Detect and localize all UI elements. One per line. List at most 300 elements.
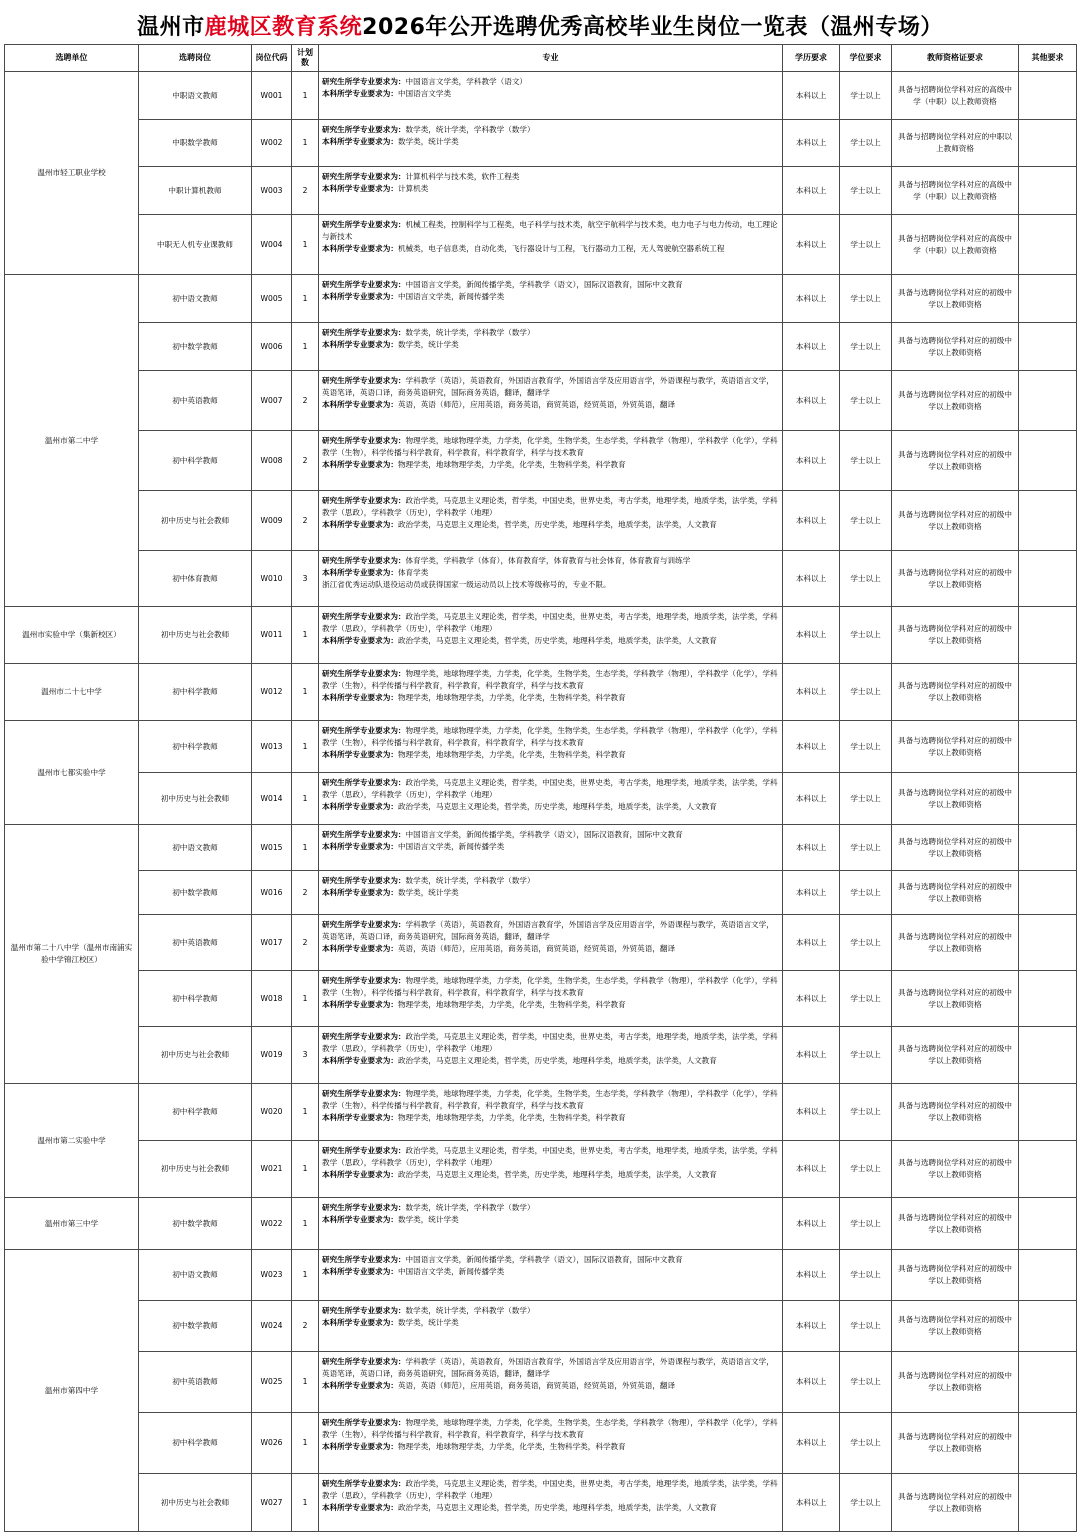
ug-majors: 物理学类，地球物理学类，力学类，化学类，生物科学类，科学教育: [397, 459, 626, 469]
ug-majors: 政治学类，马克思主义理论类，哲学类，历史学类，地理科学类，地质学类，法学类，人文教育: [397, 1169, 717, 1179]
ug-requirement: [322, 1266, 779, 1278]
grad-majors: 政治学类，马克思主义理论类，哲学类，中国史类，世界史类，考古学类，地理学类，地质学类，法学类，学科教学（思政），学科教学（历史），学科教学（地理）: [322, 612, 778, 633]
table-body: [5, 72, 1077, 1532]
education-cell: 本科以上: [783, 491, 840, 551]
grad-requirement: [322, 1305, 779, 1317]
grad-requirement: [322, 1088, 779, 1112]
plan-cell: 3: [292, 551, 319, 607]
grad-majors: 物理学类，地球物理学类，力学类，化学类，生物学类，生态学类，学科教学（物理），学科教学（化学），学科教学（生物），科学传播与科学教育，科学教育，科学教育学，科学与技术教育: [322, 726, 778, 747]
code-cell: W010: [252, 551, 292, 607]
grad-requirement: [322, 919, 779, 943]
grad-requirement: [322, 219, 779, 243]
grad-label: 研究生所学专业要求为：: [322, 220, 406, 229]
table-row: [5, 1084, 1077, 1141]
header-degree: 学位要求: [840, 45, 892, 72]
post-cell: 初中数学教师: [139, 1301, 252, 1352]
ug-requirement: [322, 567, 779, 579]
grad-majors: 数学类，统计学类，学科教学（数学）: [405, 1306, 535, 1315]
code-cell: W006: [252, 323, 292, 371]
major-cell: [319, 1413, 783, 1474]
plan-cell: 1: [292, 664, 319, 721]
other-cell: [1019, 825, 1077, 871]
major-cell: [319, 431, 783, 491]
ug-requirement: [322, 399, 779, 411]
certificate-cell: 具备与选聘岗位学科对应的初级中学以上教师资格: [892, 275, 1019, 323]
table-row: [5, 825, 1077, 871]
plan-cell: 1: [292, 825, 319, 871]
major-cell: [319, 1301, 783, 1352]
grad-requirement: [322, 829, 779, 841]
other-cell: [1019, 871, 1077, 915]
education-cell: 本科以上: [783, 664, 840, 721]
ug-requirement: [322, 243, 779, 255]
grad-requirement: [322, 495, 779, 519]
grad-majors: 物理学类，地球物理学类，力学类，化学类，生物学类，生态学类，学科教学（物理），学科教学（化学），学科教学（生物），科学传播与科学教育，科学教育，科学教育学，科学与技术教育: [322, 1089, 778, 1110]
post-cell: 初中历史与社会教师: [139, 607, 252, 664]
post-cell: 初中英语教师: [139, 1352, 252, 1413]
plan-cell: 1: [292, 773, 319, 825]
table-row: [5, 1474, 1077, 1532]
ug-label: 本科所学专业要求为：: [322, 943, 398, 953]
ug-label: 本科所学专业要求为：: [322, 692, 398, 702]
table-header-row: [5, 45, 1077, 72]
post-cell: 中职语文教师: [139, 72, 252, 120]
other-cell: [1019, 915, 1077, 971]
grad-majors: 学科教学（英语），英语教育，外国语言教育学，外国语言学及应用语言学，外语课程与教学，英语语言文学，英语笔译，英语口译，商务英语研究，国际商务英语，翻译，翻译学: [322, 920, 774, 941]
post-cell: 初中语文教师: [139, 825, 252, 871]
grad-requirement: [322, 76, 779, 88]
table-row: [5, 1413, 1077, 1474]
header-other: 其他要求: [1019, 45, 1077, 72]
grad-label: 研究生所学专业要求为：: [322, 1306, 406, 1315]
header-certificate: 教师资格证要求: [892, 45, 1019, 72]
degree-cell: 学士以上: [840, 1027, 892, 1084]
grad-label: 研究生所学专业要求为：: [322, 1032, 406, 1041]
other-cell: [1019, 721, 1077, 773]
grad-label: 研究生所学专业要求为：: [322, 612, 406, 621]
ug-majors: 物理学类，地球物理学类，力学类，化学类，生物科学类，科学教育: [397, 1112, 626, 1122]
ug-requirement: [322, 749, 779, 761]
ug-label: 本科所学专业要求为：: [322, 1441, 398, 1451]
ug-majors: 政治学类，马克思主义理论类，哲学类，历史学类，地理科学类，地质学类，法学类，人文教育: [397, 635, 717, 645]
ug-label: 本科所学专业要求为：: [322, 1169, 398, 1179]
school-cell: 温州市第二中学: [5, 275, 139, 607]
plan-cell: 2: [292, 915, 319, 971]
other-cell: [1019, 1084, 1077, 1141]
degree-cell: 学士以上: [840, 664, 892, 721]
table-row: [5, 275, 1077, 323]
school-cell: 温州市轻工职业学校: [5, 72, 139, 275]
code-cell: W021: [252, 1141, 292, 1198]
certificate-cell: 具备与招聘岗位学科对应的高级中学（中职）以上教师资格: [892, 215, 1019, 275]
ug-majors: 政治学类，马克思主义理论类，哲学类，历史学类，地理科学类，地质学类，法学类，人文教育: [397, 519, 717, 529]
header-plan: 计划数: [292, 45, 319, 72]
ug-majors: 数学类，统计学类: [397, 887, 459, 897]
table-row: [5, 773, 1077, 825]
post-cell: 初中科学教师: [139, 971, 252, 1027]
ug-majors: 物理学类，地球物理学类，力学类，化学类，生物科学类，科学教育: [397, 749, 626, 759]
code-cell: W002: [252, 120, 292, 167]
grad-majors: 体育学类，学科教学（体育），体育教育学，体育教育与社会体育，体育教育与训练学: [405, 556, 691, 565]
grad-requirement: [322, 171, 779, 183]
plan-cell: 1: [292, 1250, 319, 1301]
ug-majors: 物理学类，地球物理学类，力学类，化学类，生物科学类，科学教育: [397, 999, 626, 1009]
ug-majors: 计算机类: [397, 183, 429, 193]
degree-cell: 学士以上: [840, 1301, 892, 1352]
grad-requirement: [322, 1031, 779, 1055]
major-cell: [319, 971, 783, 1027]
certificate-cell: 具备与选聘岗位学科对应的初级中学以上教师资格: [892, 371, 1019, 431]
grad-majors: 政治学类，马克思主义理论类，哲学类，中国史类，世界史类，考古学类，地理学类，地质学类，法学类，学科教学（思政），学科教学（历史），学科教学（地理）: [322, 778, 778, 799]
table-row: [5, 1250, 1077, 1301]
positions-table: [4, 44, 1077, 1532]
education-cell: 本科以上: [783, 1474, 840, 1532]
ug-label: 本科所学专业要求为：: [322, 1214, 398, 1224]
ug-label: 本科所学专业要求为：: [322, 567, 398, 577]
certificate-cell: 具备与选聘岗位学科对应的初级中学以上教师资格: [892, 664, 1019, 721]
school-cell: 温州市第四中学: [5, 1250, 139, 1532]
education-cell: 本科以上: [783, 323, 840, 371]
table-row: [5, 1301, 1077, 1352]
certificate-cell: 具备与选聘岗位学科对应的初级中学以上教师资格: [892, 1474, 1019, 1532]
major-cell: [319, 1198, 783, 1250]
plan-cell: 2: [292, 431, 319, 491]
header-major: 专业: [319, 45, 783, 72]
major-cell: [319, 215, 783, 275]
plan-cell: 2: [292, 491, 319, 551]
grad-requirement: [322, 668, 779, 692]
ug-requirement: [322, 459, 779, 471]
ug-requirement: [322, 1317, 779, 1329]
plan-cell: 1: [292, 1413, 319, 1474]
grad-majors: 物理学类，地球物理学类，力学类，化学类，生物学类，生态学类，学科教学（物理），学科教学（化学），学科教学（生物），科学传播与科学教育，科学教育，科学教育学，科学与技术教育: [322, 669, 778, 690]
code-cell: W001: [252, 72, 292, 120]
grad-label: 研究生所学专业要求为：: [322, 1418, 406, 1427]
education-cell: 本科以上: [783, 72, 840, 120]
grad-label: 研究生所学专业要求为：: [322, 376, 406, 385]
grad-requirement: [322, 1145, 779, 1169]
school-cell: 温州市七都实验中学: [5, 721, 139, 825]
other-cell: [1019, 120, 1077, 167]
major-cell: [319, 721, 783, 773]
education-cell: 本科以上: [783, 215, 840, 275]
ug-label: 本科所学专业要求为：: [322, 136, 398, 146]
other-cell: [1019, 72, 1077, 120]
table-row: [5, 167, 1077, 215]
education-cell: 本科以上: [783, 1027, 840, 1084]
post-cell: 初中科学教师: [139, 1413, 252, 1474]
education-cell: 本科以上: [783, 1141, 840, 1198]
code-cell: W020: [252, 1084, 292, 1141]
ug-label: 本科所学专业要求为：: [322, 243, 398, 253]
ug-label: 本科所学专业要求为：: [322, 519, 398, 529]
other-cell: [1019, 551, 1077, 607]
plan-cell: 1: [292, 1352, 319, 1413]
ug-requirement: [322, 943, 779, 955]
certificate-cell: 具备与选聘岗位学科对应的初级中学以上教师资格: [892, 1352, 1019, 1413]
ug-label: 本科所学专业要求为：: [322, 399, 398, 409]
grad-majors: 数学类，统计学类，学科教学（数学）: [405, 876, 535, 885]
plan-cell: 1: [292, 120, 319, 167]
degree-cell: 学士以上: [840, 1250, 892, 1301]
ug-requirement: [322, 1441, 779, 1453]
ug-label: 本科所学专业要求为：: [322, 999, 398, 1009]
header-post: 选聘岗位: [139, 45, 252, 72]
ug-requirement: [322, 1055, 779, 1067]
other-cell: [1019, 275, 1077, 323]
post-cell: 初中历史与社会教师: [139, 1027, 252, 1084]
degree-cell: 学士以上: [840, 167, 892, 215]
grad-majors: 物理学类，地球物理学类，力学类，化学类，生物学类，生态学类，学科教学（物理），学科教学（化学），学科教学（生物），科学传播与科学教育，科学教育，科学教育学，科学与技术教育: [322, 976, 778, 997]
code-cell: W007: [252, 371, 292, 431]
degree-cell: 学士以上: [840, 215, 892, 275]
ug-label: 本科所学专业要求为：: [322, 841, 398, 851]
school-cell: 温州市第二十八中学（温州市南浦实验中学锦江校区）: [5, 825, 139, 1084]
ug-requirement: [322, 999, 779, 1011]
certificate-cell: 具备与选聘岗位学科对应的初级中学以上教师资格: [892, 551, 1019, 607]
table-row: [5, 120, 1077, 167]
ug-majors: 中国语言文学类，新闻传播学类: [397, 841, 505, 851]
other-cell: [1019, 1352, 1077, 1413]
major-cell: [319, 915, 783, 971]
ug-label: 本科所学专业要求为：: [322, 749, 398, 759]
ug-requirement: [322, 519, 779, 531]
ug-majors: 数学类，统计学类: [397, 1317, 459, 1327]
education-cell: 本科以上: [783, 120, 840, 167]
table-row: [5, 871, 1077, 915]
ug-majors: 英语，英语（师范），应用英语，商务英语，商贸英语，经贸英语，外贸英语，翻译: [397, 399, 676, 409]
certificate-cell: 具备与招聘岗位学科对应的中职以上教师资格: [892, 120, 1019, 167]
major-cell: [319, 607, 783, 664]
grad-label: 研究生所学专业要求为：: [322, 280, 406, 289]
certificate-cell: 具备与选聘岗位学科对应的初级中学以上教师资格: [892, 1250, 1019, 1301]
degree-cell: 学士以上: [840, 491, 892, 551]
code-cell: W027: [252, 1474, 292, 1532]
other-cell: [1019, 607, 1077, 664]
table-row: [5, 971, 1077, 1027]
post-cell: 初中历史与社会教师: [139, 773, 252, 825]
other-cell: [1019, 971, 1077, 1027]
education-cell: 本科以上: [783, 167, 840, 215]
ug-majors: 物理学类，地球物理学类，力学类，化学类，生物科学类，科学教育: [397, 692, 626, 702]
certificate-cell: 具备与选聘岗位学科对应的初级中学以上教师资格: [892, 1141, 1019, 1198]
major-cell: [319, 491, 783, 551]
certificate-cell: 具备与招聘岗位学科对应的高级中学（中职）以上教师资格: [892, 72, 1019, 120]
major-cell: [319, 120, 783, 167]
table-row: [5, 607, 1077, 664]
degree-cell: 学士以上: [840, 371, 892, 431]
certificate-cell: 具备与选聘岗位学科对应的初级中学以上教师资格: [892, 773, 1019, 825]
code-cell: W009: [252, 491, 292, 551]
grad-majors: 数学类，统计学类，学科教学（数学）: [405, 328, 535, 337]
degree-cell: 学士以上: [840, 1474, 892, 1532]
grad-label: 研究生所学专业要求为：: [322, 1089, 406, 1098]
grad-label: 研究生所学专业要求为：: [322, 976, 406, 985]
ug-majors: 英语，英语（师范），应用英语，商务英语，商贸英语，经贸英语，外贸英语，翻译: [397, 943, 676, 953]
education-cell: 本科以上: [783, 1084, 840, 1141]
degree-cell: 学士以上: [840, 1198, 892, 1250]
table-row: [5, 664, 1077, 721]
page-title: [4, 6, 1076, 44]
grad-label: 研究生所学专业要求为：: [322, 876, 406, 885]
other-cell: [1019, 1027, 1077, 1084]
grad-label: 研究生所学专业要求为：: [322, 1203, 406, 1212]
ug-majors: 政治学类，马克思主义理论类，哲学类，历史学类，地理科学类，地质学类，法学类，人文教育: [397, 1055, 717, 1065]
other-cell: [1019, 491, 1077, 551]
other-cell: [1019, 1250, 1077, 1301]
grad-requirement: [322, 375, 779, 399]
post-cell: 初中体育教师: [139, 551, 252, 607]
ug-label: 本科所学专业要求为：: [322, 635, 398, 645]
ug-majors: 机械类，电子信息类，自动化类，飞行器设计与工程，飞行器动力工程，无人驾驶航空器系统工程: [397, 243, 725, 253]
certificate-cell: 具备与选聘岗位学科对应的初级中学以上教师资格: [892, 607, 1019, 664]
ug-requirement: [322, 183, 779, 195]
ug-label: 本科所学专业要求为：: [322, 801, 398, 811]
education-cell: 本科以上: [783, 1413, 840, 1474]
degree-cell: 学士以上: [840, 323, 892, 371]
post-cell: 初中科学教师: [139, 1084, 252, 1141]
degree-cell: 学士以上: [840, 551, 892, 607]
degree-cell: 学士以上: [840, 431, 892, 491]
grad-requirement: [322, 875, 779, 887]
grad-majors: 学科教学（英语），英语教育，外国语言教育学，外国语言学及应用语言学，外语课程与教学，英语语言文学，英语笔译，英语口译，商务英语研究，国际商务英语，翻译，翻译学: [322, 376, 774, 397]
grad-label: 研究生所学专业要求为：: [322, 556, 406, 565]
major-cell: [319, 664, 783, 721]
degree-cell: 学士以上: [840, 773, 892, 825]
post-cell: 中职数学教师: [139, 120, 252, 167]
education-cell: 本科以上: [783, 825, 840, 871]
major-cell: [319, 1084, 783, 1141]
code-cell: W026: [252, 1413, 292, 1474]
code-cell: W023: [252, 1250, 292, 1301]
ug-majors: 中国语言文学类，新闻传播学类: [397, 291, 505, 301]
plan-cell: 2: [292, 1301, 319, 1352]
table-row: [5, 323, 1077, 371]
degree-cell: 学士以上: [840, 275, 892, 323]
ug-requirement: [322, 291, 779, 303]
grad-label: 研究生所学专业要求为：: [322, 1146, 406, 1155]
grad-majors: 数学类，统计学类，学科教学（数学）: [405, 1203, 535, 1212]
grad-requirement: [322, 279, 779, 291]
major-cell: [319, 1474, 783, 1532]
post-cell: 初中数学教师: [139, 871, 252, 915]
grad-majors: 物理学类，地球物理学类，力学类，化学类，生物学类，生态学类，学科教学（物理），学科教学（化学），学科教学（生物），科学传播与科学教育，科学教育，科学教育学，科学与技术教育: [322, 1418, 778, 1439]
plan-cell: 2: [292, 371, 319, 431]
certificate-cell: 具备与招聘岗位学科对应的高级中学（中职）以上教师资格: [892, 167, 1019, 215]
ug-requirement: [322, 339, 779, 351]
grad-label: 研究生所学专业要求为：: [322, 778, 406, 787]
education-cell: 本科以上: [783, 1198, 840, 1250]
plan-cell: 3: [292, 1027, 319, 1084]
school-cell: 温州市第二实验中学: [5, 1084, 139, 1198]
ug-majors: 中国语言文学类，新闻传播学类: [397, 1266, 505, 1276]
grad-label: 研究生所学专业要求为：: [322, 496, 406, 505]
other-cell: [1019, 664, 1077, 721]
grad-requirement: [322, 124, 779, 136]
header-code: 岗位代码: [252, 45, 292, 72]
ug-requirement: [322, 692, 779, 704]
certificate-cell: 具备与选聘岗位学科对应的初级中学以上教师资格: [892, 721, 1019, 773]
post-cell: 初中历史与社会教师: [139, 1474, 252, 1532]
plan-cell: 1: [292, 971, 319, 1027]
code-cell: W025: [252, 1352, 292, 1413]
grad-requirement: [322, 1356, 779, 1380]
degree-cell: 学士以上: [840, 72, 892, 120]
plan-cell: 1: [292, 72, 319, 120]
grad-label: 研究生所学专业要求为：: [322, 1357, 406, 1366]
plan-cell: 2: [292, 871, 319, 915]
grad-label: 研究生所学专业要求为：: [322, 1479, 406, 1488]
education-cell: 本科以上: [783, 431, 840, 491]
major-cell: [319, 871, 783, 915]
ug-majors: 数学类，统计学类: [397, 136, 459, 146]
other-cell: [1019, 371, 1077, 431]
grad-majors: 中国语言文学类，学科教学（语文）: [405, 77, 528, 86]
code-cell: W003: [252, 167, 292, 215]
grad-label: 研究生所学专业要求为：: [322, 830, 406, 839]
post-cell: 中职计算机教师: [139, 167, 252, 215]
other-cell: [1019, 1301, 1077, 1352]
ug-label: 本科所学专业要求为：: [322, 339, 398, 349]
school-cell: 温州市第三中学: [5, 1198, 139, 1250]
code-cell: W005: [252, 275, 292, 323]
ug-label: 本科所学专业要求为：: [322, 887, 398, 897]
certificate-cell: 具备与选聘岗位学科对应的初级中学以上教师资格: [892, 431, 1019, 491]
certificate-cell: 具备与选聘岗位学科对应的初级中学以上教师资格: [892, 971, 1019, 1027]
code-cell: W017: [252, 915, 292, 971]
code-cell: W008: [252, 431, 292, 491]
ug-label: 本科所学专业要求为：: [322, 183, 398, 193]
grad-label: 研究生所学专业要求为：: [322, 726, 406, 735]
table-row: [5, 721, 1077, 773]
education-cell: 本科以上: [783, 721, 840, 773]
ug-label: 本科所学专业要求为：: [322, 1380, 398, 1390]
grad-label: 研究生所学专业要求为：: [322, 436, 406, 445]
table-row: [5, 1352, 1077, 1413]
grad-label: 研究生所学专业要求为：: [322, 77, 406, 86]
post-cell: 初中科学教师: [139, 721, 252, 773]
ug-requirement: [322, 801, 779, 813]
post-cell: 初中数学教师: [139, 1198, 252, 1250]
education-cell: 本科以上: [783, 1301, 840, 1352]
ug-majors: 数学类，统计学类: [397, 339, 459, 349]
grad-requirement: [322, 1417, 779, 1441]
degree-cell: 学士以上: [840, 120, 892, 167]
grad-label: 研究生所学专业要求为：: [322, 669, 406, 678]
post-cell: 初中英语教师: [139, 371, 252, 431]
grad-majors: 学科教学（英语），英语教育，外国语言教育学，外国语言学及应用语言学，外语课程与教学，英语语言文学，英语笔译，英语口译，商务英语研究，国际商务英语，翻译，翻译学: [322, 1357, 774, 1378]
code-cell: W012: [252, 664, 292, 721]
ug-requirement: [322, 136, 779, 148]
other-cell: [1019, 431, 1077, 491]
major-cell: [319, 167, 783, 215]
ug-label: 本科所学专业要求为：: [322, 459, 398, 469]
grad-majors: 中国语言文学类，新闻传播学类，学科教学（语文），国际汉语教育，国际中文教育: [405, 280, 683, 289]
post-cell: 初中科学教师: [139, 664, 252, 721]
education-cell: 本科以上: [783, 551, 840, 607]
major-cell: [319, 551, 783, 607]
plan-cell: 1: [292, 215, 319, 275]
education-cell: 本科以上: [783, 1250, 840, 1301]
grad-requirement: [322, 725, 779, 749]
ug-requirement: [322, 887, 779, 899]
ug-majors: 政治学类，马克思主义理论类，哲学类，历史学类，地理科学类，地质学类，法学类，人文教育: [397, 801, 717, 811]
degree-cell: 学士以上: [840, 1352, 892, 1413]
title-suffix: 2026年公开选聘优秀高校毕业生岗位一览表（温州专场）: [362, 14, 943, 40]
education-cell: 本科以上: [783, 275, 840, 323]
code-cell: W016: [252, 871, 292, 915]
ug-label: 本科所学专业要求为：: [322, 1317, 398, 1327]
